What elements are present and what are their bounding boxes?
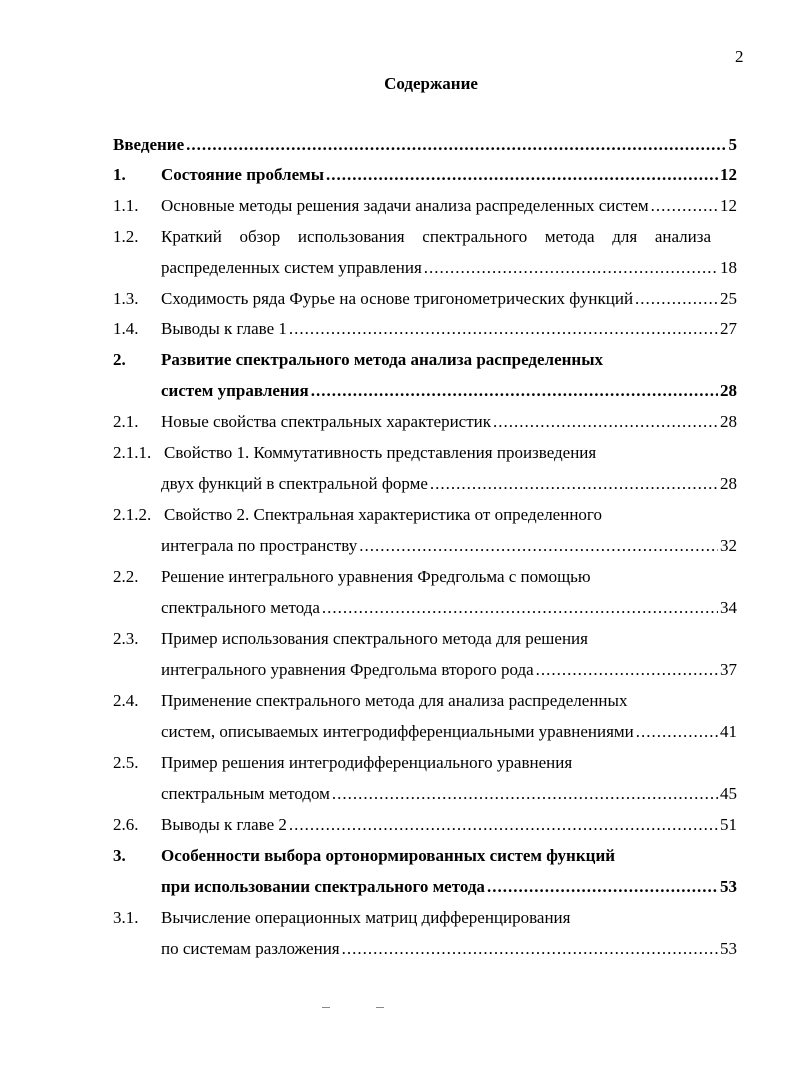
toc-entry-text-line-1: Свойство 1. Коммутативность представления произведения bbox=[164, 443, 597, 462]
toc-entry-text-line-2: интеграла по пространству bbox=[161, 536, 358, 555]
toc-row bbox=[161, 938, 737, 960]
toc-leader bbox=[186, 134, 726, 156]
toc-entry-text-line-2: при использовании спектрального метода bbox=[161, 877, 485, 896]
toc-leader bbox=[430, 473, 718, 495]
toc-entry-number: 1.4. bbox=[113, 319, 139, 338]
toc-leader bbox=[359, 535, 718, 557]
toc-leader bbox=[487, 876, 718, 898]
toc-leader bbox=[651, 195, 718, 217]
toc-page-number: 41 bbox=[720, 722, 737, 741]
toc-row bbox=[161, 288, 737, 310]
toc-leader bbox=[536, 659, 718, 681]
toc-entry-text-line-1: Пример использования спектрального метода для решения bbox=[161, 629, 588, 648]
toc-entry-text-line-1: Пример решения интегродифференциального уравнения bbox=[161, 753, 573, 772]
toc-entry-text: Новые свойства спектральных характеристик bbox=[161, 412, 492, 431]
toc-entry-text-line-2: систем, описываемых интегродифференциальными уравнениями bbox=[161, 722, 634, 741]
toc-page-number: 12 bbox=[720, 196, 737, 215]
toc-row bbox=[161, 164, 737, 186]
toc-entry-number: 2.1.2. bbox=[113, 505, 152, 524]
toc-page-number: 51 bbox=[720, 815, 737, 834]
toc-row bbox=[161, 195, 737, 217]
toc-page-number: 34 bbox=[720, 598, 737, 617]
toc-row bbox=[113, 134, 737, 156]
toc-entry-text-line-1: Развитие спектрального метода анализа распределенных bbox=[161, 350, 603, 369]
toc-page-number: 53 bbox=[720, 939, 737, 958]
toc-entry-text: Основные методы решения задачи анализа распределенных систем bbox=[161, 196, 649, 215]
toc-leader bbox=[322, 597, 718, 619]
toc-leader bbox=[635, 288, 718, 310]
toc-entry-number: 1. bbox=[113, 165, 126, 184]
toc-page-number: 5 bbox=[728, 135, 737, 154]
toc-entry-text: Введение bbox=[113, 135, 185, 154]
toc-entry-number: 2.6. bbox=[113, 815, 139, 834]
toc-leader bbox=[424, 257, 718, 279]
toc-entry-number: 2.3. bbox=[113, 629, 139, 648]
toc-row bbox=[161, 473, 737, 495]
toc-page-number: 28 bbox=[720, 381, 737, 400]
toc-row bbox=[161, 535, 737, 557]
toc-leader bbox=[332, 783, 718, 805]
toc-entry-text-line-1: Свойство 2. Спектральная характеристика от определенного bbox=[164, 505, 602, 524]
toc-entry-text-line-2: систем управления bbox=[161, 381, 309, 400]
toc-entry-number: 2.1.1. bbox=[113, 443, 152, 462]
toc-row bbox=[161, 783, 737, 805]
toc-entry-text-line-2: интегрального уравнения Фредгольма второго рода bbox=[161, 660, 534, 679]
toc-leader bbox=[311, 380, 718, 402]
toc-entry-text-line-1: Вычисление операционных матриц дифференцирования bbox=[161, 908, 571, 927]
toc-entry-text: Выводы к главе 2 bbox=[161, 815, 287, 834]
toc-entry-text-line-1: Применение спектрального метода для анализа распределенных bbox=[161, 691, 628, 710]
scan-artifact bbox=[376, 1007, 384, 1008]
toc-row bbox=[161, 597, 737, 619]
toc-entry-number: 2.1. bbox=[113, 412, 139, 431]
toc-page-number: 25 bbox=[720, 289, 737, 308]
toc-entry-text-line-1: Решение интегрального уравнения Фредгольма с помощью bbox=[161, 567, 591, 586]
toc-entry-text-line-2: спектрального метода bbox=[161, 598, 320, 617]
toc-row bbox=[161, 380, 737, 402]
toc-leader bbox=[326, 164, 718, 186]
toc-page-number: 53 bbox=[720, 877, 737, 896]
toc-entry-number: 1.2. bbox=[113, 227, 139, 246]
toc-entry-text-line-2: распределенных систем управления bbox=[161, 258, 422, 277]
toc-row bbox=[161, 876, 737, 898]
toc-entry-text-line-2: двух функций в спектральной форме bbox=[161, 474, 428, 493]
toc-page-number: 12 bbox=[720, 165, 737, 184]
toc-row bbox=[161, 411, 737, 433]
toc-row bbox=[161, 814, 737, 836]
toc-entry-text-line-1: Краткий обзор использования спектрального метода для анализа bbox=[161, 227, 711, 246]
toc-entry-number: 2. bbox=[113, 350, 126, 369]
toc-entry-text: Состояние проблемы bbox=[161, 165, 324, 184]
toc-leader bbox=[493, 411, 718, 433]
toc-leader bbox=[636, 721, 718, 743]
toc-page-number: 18 bbox=[720, 258, 737, 277]
toc-row bbox=[161, 659, 737, 681]
page-number: 2 bbox=[735, 47, 744, 66]
toc-entry-number: 3.1. bbox=[113, 908, 139, 927]
toc-entry-number: 2.5. bbox=[113, 753, 139, 772]
toc-row bbox=[161, 721, 737, 743]
toc-entry-number: 2.4. bbox=[113, 691, 139, 710]
toc-entry-number: 2.2. bbox=[113, 567, 139, 586]
toc-page-number: 37 bbox=[720, 660, 737, 679]
toc-entry-number: 1.3. bbox=[113, 289, 139, 308]
toc-leader bbox=[342, 938, 718, 960]
toc-leader bbox=[289, 318, 718, 340]
toc-entry-number: 1.1. bbox=[113, 196, 139, 215]
toc-entry-text-line-1: Особенности выбора ортонормированных систем функций bbox=[161, 846, 616, 865]
toc-leader bbox=[289, 814, 718, 836]
toc-row bbox=[161, 257, 737, 279]
toc-row bbox=[161, 318, 737, 340]
toc-page-number: 27 bbox=[720, 319, 737, 338]
toc-entry-text: Сходимость ряда Фурье на основе тригонометрических функций bbox=[161, 289, 634, 308]
toc-entry-text-line-2: по системам разложения bbox=[161, 939, 340, 958]
scan-artifact bbox=[322, 1007, 330, 1008]
toc-page-number: 32 bbox=[720, 536, 737, 555]
toc-page-number: 28 bbox=[720, 474, 737, 493]
toc-entry-number: 3. bbox=[113, 846, 126, 865]
page-title: Содержание bbox=[384, 74, 478, 93]
toc-page-number: 28 bbox=[720, 412, 737, 431]
toc-entry-text-line-2: спектральным методом bbox=[161, 784, 330, 803]
toc-page-number: 45 bbox=[720, 784, 737, 803]
toc-entry-text: Выводы к главе 1 bbox=[161, 319, 287, 338]
